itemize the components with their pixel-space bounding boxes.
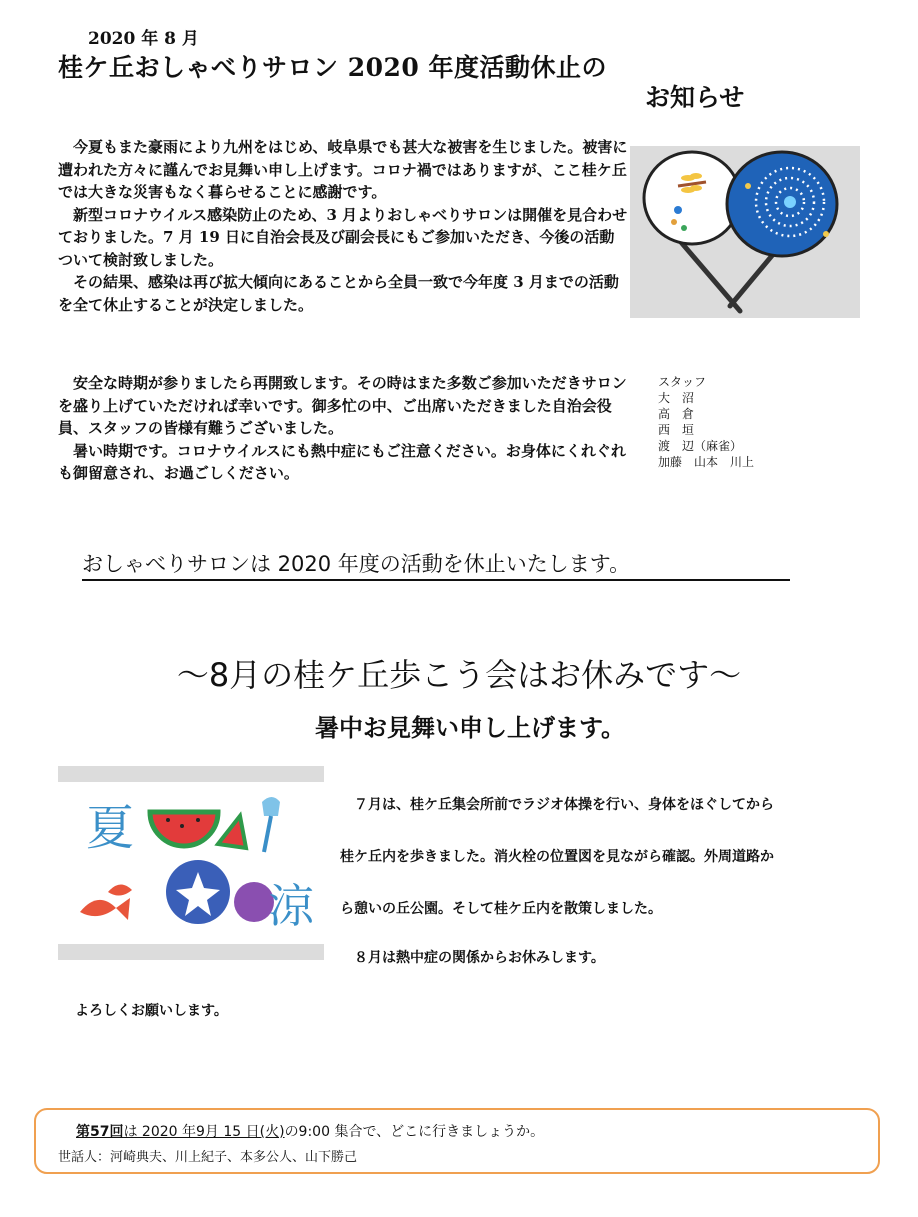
intro-paragraph: その結果、感染は再び拡大傾向にあることから全員一致で今年度 3 月までの活動を全て休止することが決定しました。 [58, 273, 619, 314]
walk-report-line: ７月は、桂ケ丘集会所前でラジオ体操を行い、身体をほぐしてから [354, 797, 774, 813]
cool-kanji: 涼 [268, 879, 314, 933]
meeting-details: の9:00 集合で、どこに行きましょうか。 [284, 1124, 545, 1140]
morning-glory-icon [166, 860, 274, 924]
staff-list [658, 374, 754, 470]
uchiwa-fan-illustration [630, 146, 860, 318]
uchiwa-fan-image [630, 146, 860, 318]
staff-line: 加藤 山本 川上 [658, 455, 755, 469]
wind-chime-icon [262, 797, 280, 852]
walk-report-line: 桂ケ丘内を歩きました。消火栓の位置図を見ながら確認。外周道路か [340, 849, 774, 865]
meeting-date: は 2020 年9月 15 日(火) [123, 1124, 285, 1140]
next-meeting-line [76, 1121, 544, 1141]
summer-greeting-image [58, 766, 324, 960]
page-title: 桂ケ丘おしゃべりサロン 2020 年度活動休止の [58, 53, 607, 82]
regards-text: よろしくお願いします。 [75, 1003, 228, 1019]
watermelon-icon [150, 812, 246, 848]
next-meeting-box [34, 1108, 880, 1174]
organizers-line: 世話人：河崎典夫、川上紀子、本多公人、山下勝己 [58, 1150, 358, 1165]
closing-paragraphs [58, 372, 638, 485]
walk-heading: ～8月の桂ケ丘歩こう会はお休みです～ [176, 656, 742, 694]
intro-paragraphs [58, 136, 628, 316]
suspension-notice: おしゃべりサロンは 2020 年度の活動を休止いたします。 [82, 548, 790, 581]
staff-line: 西 垣 [658, 423, 695, 437]
intro-paragraph: 新型コロナウイルス感染防止のため、3 月よりおしゃべりサロンは開催を見合わせておりました。7 月 19 日に自治会長及び副会長にもご参加いただき、今後の活動ついて検討致しました。 [58, 205, 628, 269]
issue-date: 2020 年 8 月 [88, 29, 199, 49]
page-title-continued: お知らせ [645, 83, 745, 112]
meeting-number: 第57回 [76, 1124, 124, 1140]
staff-line: 大 沼 [658, 391, 695, 405]
closing-paragraph: 暑い時期です。コロナウイルスにも熱中症にもご注意ください。お身体にくれぐれも御留意され、お過ごしください。 [58, 441, 626, 482]
staff-heading: スタッフ [658, 375, 707, 389]
summer-illustration [58, 782, 324, 944]
walk-report-line: ら憩いの丘公園。そして桂ケ丘内を散策しました。 [340, 901, 662, 917]
staff-line: 高 倉 [658, 407, 695, 421]
summer-greeting: 暑中お見舞い申し上げます。 [314, 713, 626, 742]
closing-paragraph: 安全な時期が参りましたら再開致します。その時はまた多数ご参加いただきサロンを盛り上げていただければ幸いです。御多忙の中、ご出席いただきました自治会役員、スタッフの皆様有難うございました。 [58, 374, 627, 437]
summer-kanji: 夏 [86, 800, 135, 856]
intro-paragraph: 今夏もまた豪雨により九州をはじめ、岐阜県でも甚大な被害を生じました。被害に遭われた方々に謹んでお見舞い申し上げます。コロナ禍ではありますが、ここ桂ケ丘では大きな災害もなく暮らせることに感謝です。 [58, 138, 628, 201]
staff-line: 渡 辺（麻雀） [658, 439, 743, 453]
goldfish-icon [80, 884, 132, 920]
walk-report-line: ８月は熱中症の関係からお休みします。 [354, 950, 605, 966]
